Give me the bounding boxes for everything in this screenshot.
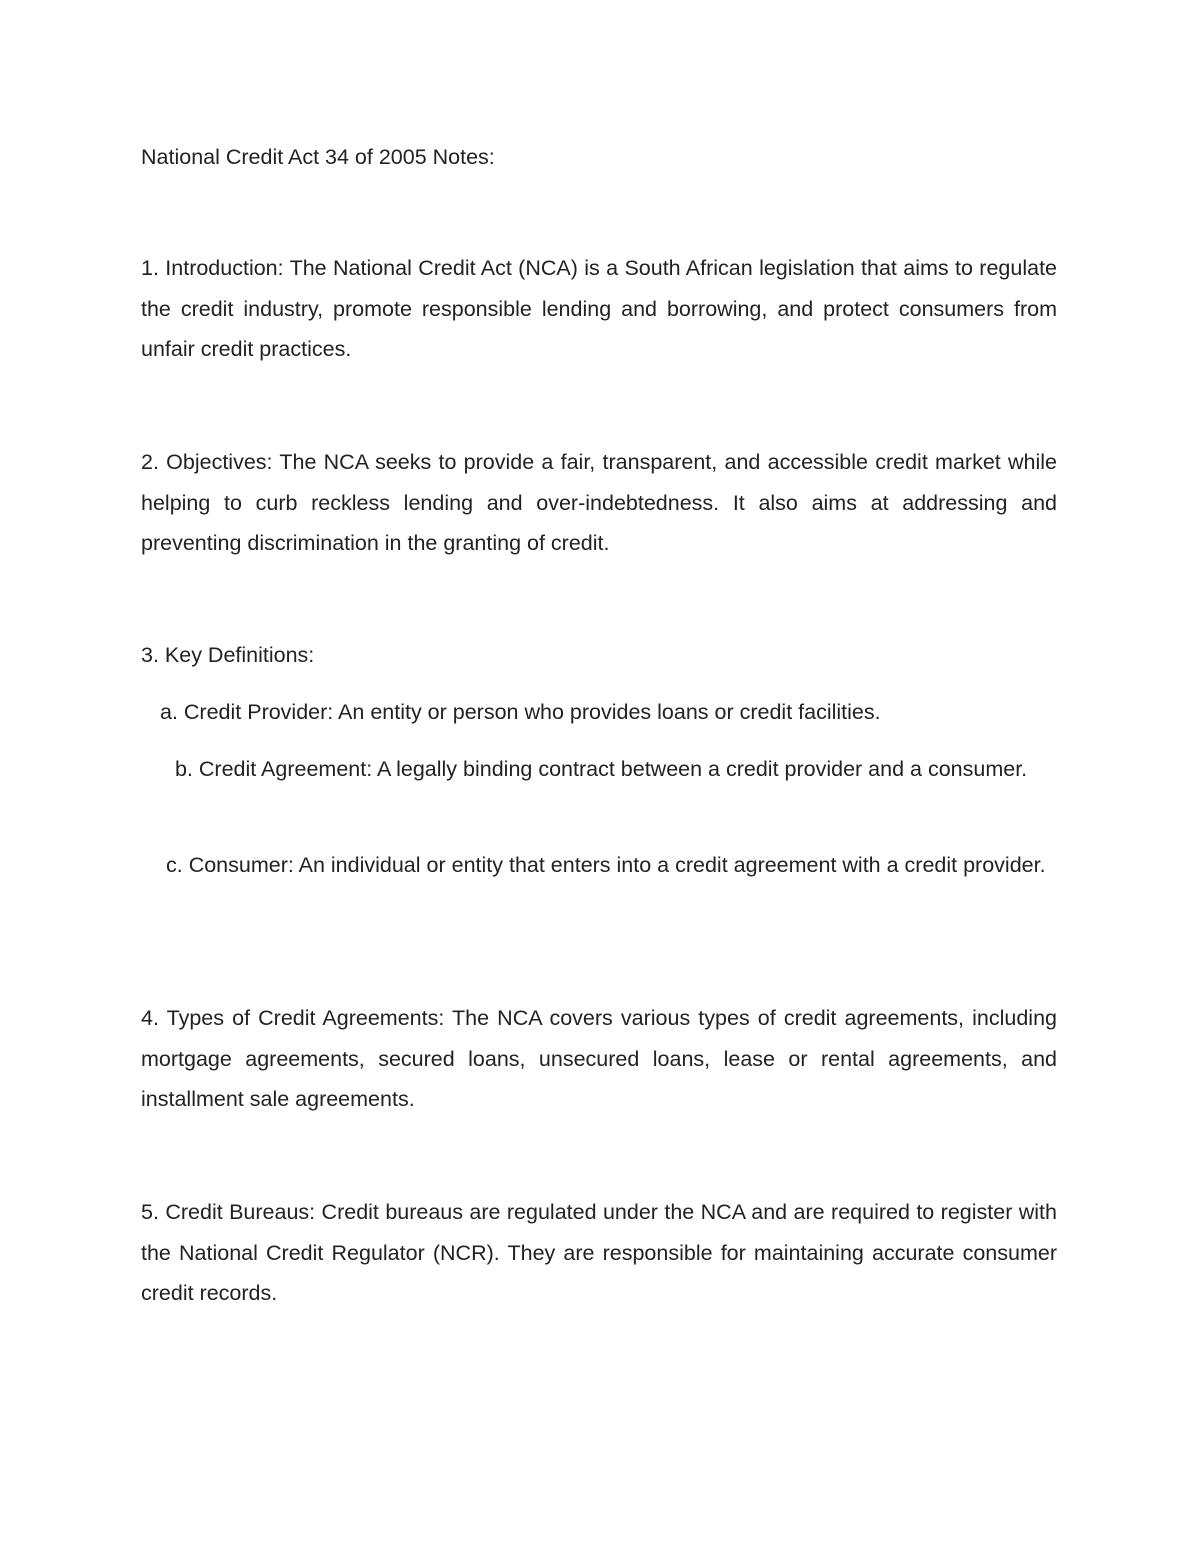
definition-consumer: c. Consumer: An individual or entity that enters into a credit agreement with a credit provider. — [166, 853, 1046, 877]
document-title: National Credit Act 34 of 2005 Notes: — [141, 145, 495, 169]
section-key-definitions-heading: 3. Key Definitions: — [141, 643, 315, 667]
section-objectives: 2. Objectives: The NCA seeks to provide a fair, transparent, and accessible credit market while helping to curb reckless lending and over-indebtedness. It also aims at addressing and preventing discrimination in the granting of credit. — [141, 450, 1057, 555]
definition-credit-provider: a. Credit Provider: An entity or person who provides loans or credit facilities. — [160, 700, 881, 724]
section-types-of-credit-agreements: 4. Types of Credit Agreements: The NCA covers various types of credit agreements, including mortgage agreements, secured loans, unsecured loans, lease or rental agreements, and installment sale agreements. — [141, 1006, 1057, 1111]
definition-credit-agreement: b. Credit Agreement: A legally binding contract between a credit provider and a consumer. — [175, 757, 1028, 781]
section-introduction: 1. Introduction: The National Credit Act (NCA) is a South African legislation that aims to regulate the credit industry, promote responsible lending and borrowing, and protect consumers from unfair credit practices. — [141, 256, 1057, 361]
section-credit-bureaus: 5. Credit Bureaus: Credit bureaus are regulated under the NCA and are required to register with the National Credit Regulator (NCR). They are responsible for maintaining accurate consumer credit records. — [141, 1200, 1057, 1305]
